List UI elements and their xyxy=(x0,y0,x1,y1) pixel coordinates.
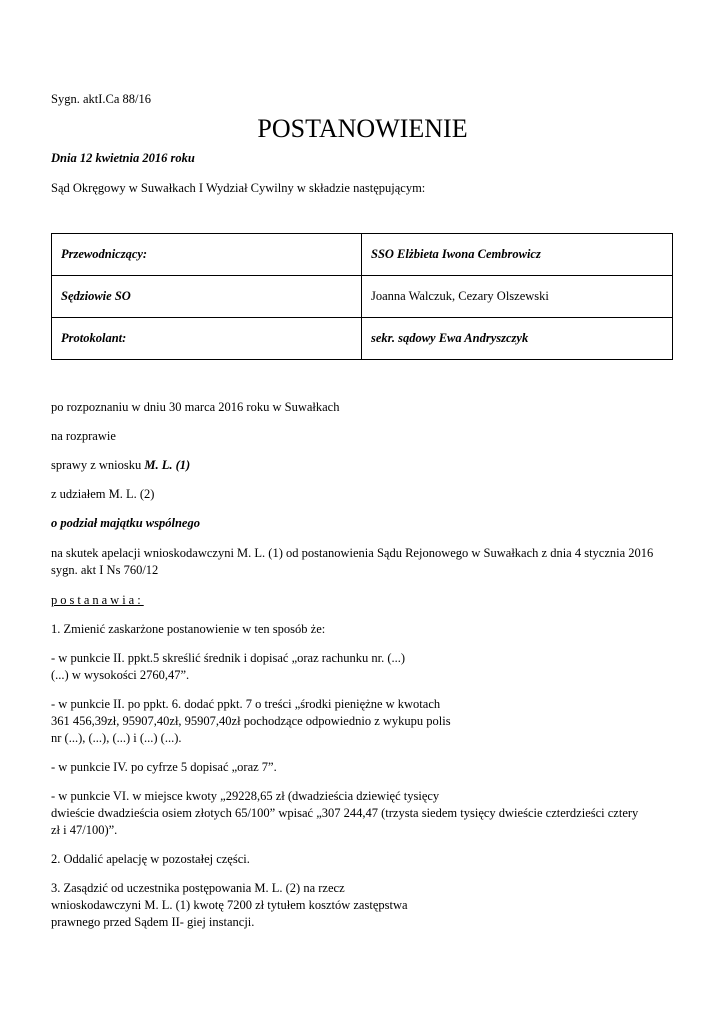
bullet-2-line-1: - w punkcie II. po ppkt. 6. dodać ppkt. 7 o treści „środki pieniężne w kwotach xyxy=(51,697,441,711)
appeal-line-2: sygn. akt I Ns 760/12 xyxy=(51,563,159,577)
case-prefix: sprawy z wniosku xyxy=(51,458,145,472)
panel-role-clerk: Protokolant: xyxy=(52,318,362,360)
table-row xyxy=(52,318,673,360)
hearing-line: po rozpoznaniu w dniu 30 marca 2016 roku w Suwałkach xyxy=(51,400,340,414)
panel-person-presiding: SSO Elżbieta Iwona Cembrowicz xyxy=(362,234,673,276)
bullet-1-line-1: - w punkcie II. ppkt.5 skreślić średnik i dopisać „oraz rachunku nr. (...) xyxy=(51,651,406,665)
point-3-line-2: wnioskodawczyni M. L. (1) kwotę 7200 zł tytułem kosztów zastępstwa xyxy=(51,898,408,912)
appeal-line-1: na skutek apelacji wnioskodawczyni M. L. (1) od postanowienia Sądu Rejonowego w Suwałkach z dnia 4 stycznia 2016 xyxy=(51,546,654,560)
court-composition-intro: Sąd Okręgowy w Suwałkach I Wydział Cywilny w składzie następującym: xyxy=(51,181,426,195)
panel-person-judges: Joanna Walczuk, Cezary Olszewski xyxy=(362,276,673,318)
court-panel-table xyxy=(51,233,673,360)
bullet-2-line-3: nr (...), (...), (...) i (...) (...). xyxy=(51,731,182,745)
bullet-1-line-2: (...) w wysokości 2760,47”. xyxy=(51,668,190,682)
trial-line: na rozprawie xyxy=(51,429,116,443)
table-row xyxy=(52,234,673,276)
panel-person-clerk: sekr. sądowy Ewa Andryszczyk xyxy=(362,318,673,360)
case-applicant: M. L. (1) xyxy=(144,458,191,472)
bullet-2-line-2: 361 456,39zł, 95907,40zł, 95907,40zł pochodzące odpowiednio z wykupu polis xyxy=(51,714,451,728)
bullet-4-line-3: zł i 47/100)”. xyxy=(51,823,118,837)
point-3-line-3: prawnego przed Sądem II- giej instancji. xyxy=(51,915,255,929)
point-3-line-1: 3. Zasądzić od uczestnika postępowania M. L. (2) na rzecz xyxy=(51,881,345,895)
bullet-4-line-1: - w punkcie VI. w miejsce kwoty „29228,65 zł (dwadzieścia dziewięć tysięcy xyxy=(51,789,440,803)
point-1: 1. Zmienić zaskarżone postanowienie w ten sposób że: xyxy=(51,622,326,636)
bullet-3-line-1: - w punkcie IV. po cyfrze 5 dopisać „oraz 7”. xyxy=(51,760,277,774)
document-date: Dnia 12 kwietnia 2016 roku xyxy=(51,151,195,165)
point-2: 2. Oddalić apelację w pozostałej części. xyxy=(51,852,250,866)
participant-line: z udziałem M. L. (2) xyxy=(51,487,155,501)
panel-role-judges: Sędziowie SO xyxy=(52,276,362,318)
case-line xyxy=(51,457,190,474)
panel-role-presiding: Przewodniczący: xyxy=(52,234,362,276)
table-row xyxy=(52,276,673,318)
bullet-4-line-2: dwieście dwadzieścia osiem złotych 65/100” wpisać „307 244,47 (trzysta siedem tysięcy dwieście czterdzieści cztery xyxy=(51,806,639,820)
decides-heading: postanawia: xyxy=(51,593,144,607)
case-signature: Sygn. aktI.Ca 88/16 xyxy=(51,92,151,106)
case-subject: o podział majątku wspólnego xyxy=(51,516,200,530)
document-title: POSTANOWIENIE xyxy=(257,114,468,143)
